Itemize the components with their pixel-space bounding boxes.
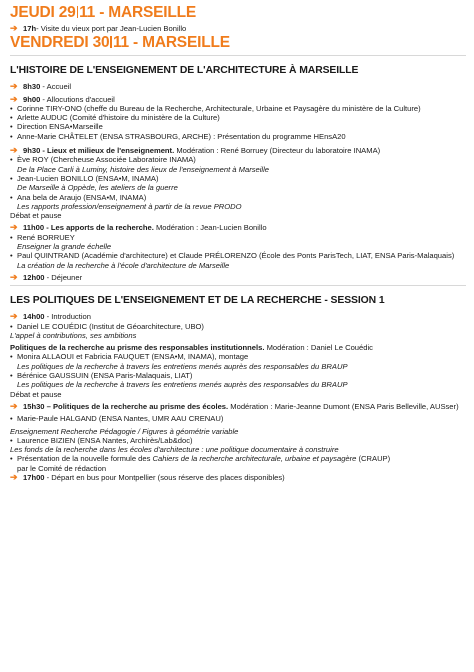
list-item: • Daniel LE COUÉDIC (Institut de Géoarchitecture, UBO) xyxy=(10,321,204,331)
s1-t1: ➔ 8h30 - Accueil xyxy=(10,81,72,92)
s2-t3: ➔ 17h00 - Départ en bus pour Montpellier (sous réserve des places disponibles) xyxy=(10,471,285,482)
arrow-icon: ➔ xyxy=(10,311,18,322)
arrow-icon: ➔ xyxy=(10,471,18,482)
section2-title: LES POLITIQUES DE L'ENSEIGNEMENT ET DE LA RECHERCHE - SESSION 1 xyxy=(10,285,466,307)
day1-heading: JEUDI 29 11 - MARSEILLE xyxy=(10,4,197,21)
list-item: • Laurence BIZIEN (ENSA Nantes, Archirès/Lab&doc) xyxy=(10,435,193,445)
sub-title: Politiques de la recherche au prisme des responsables institutionnels. Modération : Daniel Le Couédic xyxy=(10,343,373,353)
list-item: • Direction ENSA•Marseille xyxy=(10,122,103,132)
visit-item: ➔ 17h- Visite du vieux port par Jean-Lucien Bonillo xyxy=(10,23,187,33)
arrow-icon: ➔ xyxy=(10,145,18,156)
list-item: • Ana bela de Araujo (ENSA•M, INAMA) Les rapports profession/enseignement à partir de la revue PRODO xyxy=(10,192,242,211)
talk-title: Enseignement Recherche Pédagogie / Figures à géométrie variable xyxy=(10,426,239,436)
arrow-icon: ➔ xyxy=(10,222,18,233)
day2-heading: VENDREDI 30 11 - MARSEILLE xyxy=(10,34,230,52)
list-item: • Marie-Paule HALGAND (ENSA Nantes, UMR AAU CRENAU) xyxy=(10,414,224,424)
s1-t2: ➔ 9h00 - Allocutions d'accueil xyxy=(10,93,115,104)
section1-title: L'HISTOIRE DE L'ENSEIGNEMENT DE L'ARCHITECTURE À MARSEILLE xyxy=(10,55,466,77)
debate-text: Débat et pause xyxy=(10,389,62,399)
list-item: • Jean-Lucien BONILLO (ENSA•M, INAMA) De Marseille à Oppède, les ateliers de la guerre xyxy=(10,173,178,193)
list-item: • Ève ROY (Chercheuse Associée Laboratoire INAMA) De la Place Carli à Luminy, histoire des lieux de l'enseignement à Marseille xyxy=(10,155,270,174)
arrow-icon: ➔ xyxy=(10,81,18,92)
list-item: • Monira ALLAOUI et Fabricia FAUQUET (ENSA•M, INAMA), montage Les politiques de la recherche à travers les entretiens menés auprès des responsables du BRAUP xyxy=(10,352,348,371)
list-item: • Présentation de la nouvelle formule des Cahiers de la recherche architecturale, urbaine et paysagère (CRAUP) par le Comité de rédaction xyxy=(10,454,391,473)
s1-t5: ➔ 12h00 - Déjeuner xyxy=(10,271,83,282)
arrow-icon: ➔ xyxy=(10,271,18,282)
list-item: • René BORRUEY Enseigner la grande échelle xyxy=(10,232,112,252)
list-item: • Bérénice GAUSSUIN (ENSA Paris-Malaquais, LIAT) Les politiques de la recherche à travers les entretiens menés auprès des responsables du BRAUP xyxy=(10,371,348,390)
arrow-icon: ➔ xyxy=(10,400,18,411)
s1-t3: ➔ 9h30 - Lieux et milieux de l'enseignement. Modération : René Borruey (Directeur du laboratoire INAMA) xyxy=(10,145,381,156)
s2-t2: ➔ 15h30 – Politiques de la recherche au prisme des écoles. Modération : Marie-Jeanne Dumont (ENSA Paris Belleville, AUSser) xyxy=(10,400,459,411)
debate-text: Débat et pause xyxy=(10,211,62,221)
s2-t1: ➔ 14h00 - Introduction xyxy=(10,311,91,322)
list-item: • Paul QUINTRAND (Académie d'architecture) et Claude PRÉLORENZO (École des Ponts ParisTech, LIAT, ENSA Paris-Malaquais) La création de la recherche à l'école d'architecture de Marseille xyxy=(10,251,455,270)
list-item: • Corinne TIRY-ONO (cheffe du Bureau de la Recherche, Architecturale, Urbaine et Paysagère du ministère de la Culture) xyxy=(10,103,421,113)
arrow-icon: ➔ xyxy=(10,23,18,33)
intro-talk: L'appel à contributions, ses ambitions xyxy=(10,330,137,340)
talk-title: Les fonds de la recherche dans les écoles d'architecture : une politique documentaire à construire xyxy=(10,445,339,455)
list-item: • Arlette AUDUC (Comité d'histoire du ministère de la Culture) xyxy=(10,113,220,123)
s1-t4: ➔ 11h00 - Les apports de la recherche. Modération : Jean-Lucien Bonillo xyxy=(10,222,267,233)
list-item: • Anne-Marie CHÂTELET (ENSA STRASBOURG, ARCHE) : Présentation du programme HEnsA20 xyxy=(10,131,346,141)
arrow-icon: ➔ xyxy=(10,93,18,104)
